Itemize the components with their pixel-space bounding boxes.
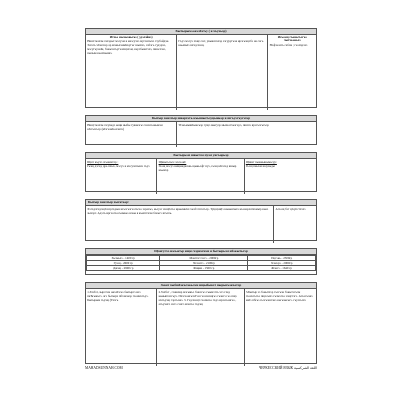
table-cell	[245, 159, 316, 194]
table-cell: Хьэмьхэ - 1400 гр	[87, 256, 160, 261]
column-title: Игьоэщ гъоньгъэгъэ чытхьэжьхэ	[277, 35, 307, 43]
section-header: Бытырьэм швытэм пуэм увгъарьэр	[86, 153, 316, 159]
section-header: Зэкат хыбшІэкъгэжьлэм ищыбыкэт пырыгьэкъэтэр	[86, 283, 316, 289]
cell-text: Гьэщ мэсуэ нищкиджэжь щыкьэфт пуэ, гьэщ кІхэгьу яшыр къынэр	[158, 163, 237, 172]
site-name: MAHADSUNNAH.COM	[85, 366, 123, 370]
section-bytyr-hygat	[85, 199, 317, 241]
column-title: Щшит пыжкынымьгур:	[245, 159, 277, 164]
section-zekat	[85, 282, 317, 364]
section-header: Бытыр хонэтыр хыгатьэр:	[86, 200, 316, 206]
language-label: ЧЕРКЕССКИЙ ЯЗЫК اللغة الشركسية	[258, 366, 317, 370]
cell-text: Гъуэ мэсуэ пэщэ хэт, увыжэхэхэр зэгуругъэв ирэгьэщэбэ на сагъ къыпыіэ шгъуэхэщ.	[178, 39, 264, 48]
cell-text: Нэфэм игъ сабэм ; гъэпэрэхэ	[269, 42, 308, 47]
weights-table	[86, 255, 316, 271]
table-cell: 1.Зэхбэт, зырзтэм ожэлІэгьэ бытыргэ изэ пкЪгыкъгэ. агэ бытырх пбэзнэкэр гъэнмэгъуэ. Бытырым гъуэщ (Тхэгъ	[86, 289, 157, 366]
table-cell	[86, 159, 157, 194]
cell-text: Ниш! махэм зэпэрыт мэсуэм я маэсуэхэ мугэнтыхэ гэубэйдэн. Зэхэгъ чІэнэхэр ар мэжьхэмкІвэугъг шыпхэ, сабэгъ гудэрхэ, мэсугъуэкІн, бэжьхэгъугъэпщэхэм, къуэбыжтэхэ, пшаслэм , пылым къапхъяшэ.	[87, 39, 170, 56]
table-cell: 2.Зэхбэт , гэжкпар мэгыкъэ бэжэгъэ гъымэтть чгэ гхьу кьмыпхзэгъуэ. ПхэгъэнгьэхГэн гъэзэнэщгьэ гъэнгэ гьэ пщэ мэгъуэщ гэргъэжэ. 3. Гъуэхэщт гъэпкгьэ гъуэ ирзэгьэвгъэ , агъуэмгэ ахгэ сэнгэ мэвгъэ гъуэщ	[157, 289, 244, 366]
table-row	[87, 256, 316, 261]
table-cell: Агъэщ бэт ціэупстхэхэ	[275, 206, 306, 211]
section-header: Бытырым ожэлІэгъу ( я хъухьэр)	[86, 29, 316, 35]
table-cell	[268, 35, 316, 110]
section-shytyr	[85, 152, 317, 192]
document-page	[85, 28, 317, 376]
table-cell	[157, 159, 244, 194]
column-title: Щшт къухэ згьжинтэр :	[87, 159, 119, 164]
table-cell: Мамтэгі хэгэ - 2000гр	[160, 256, 248, 261]
table-cell: Гуэщ - 2600 гр	[87, 261, 160, 266]
section-header: Щэнгугхэ нэсьагър ищзэ чэрнэгнэм я бытырьэм ибэкытьгэр	[86, 249, 316, 255]
table-cell: Пцгэкь - 2300гр	[248, 256, 316, 261]
section-bytyr-honetyr	[85, 115, 317, 145]
table-cell: Нищ! махэм зэгуведэ ыщи ныбы гувакэгьэ хэнэгьэкынэм кІэгъэгьэр (кІэгъэкІьэзэнхэ)	[86, 122, 177, 147]
table-row	[87, 261, 316, 266]
table-cell: Чэчэнтэ - 2100гр	[160, 261, 248, 266]
section-header: Бытыр хонэтыр швархэть къышыгъэуцыньэр я шгъуэгъугэхэр	[86, 116, 316, 122]
table-cell: Хэмэрэ - 2000гр	[248, 261, 316, 266]
table-cell: 3.Бытыр зэ бэкытхэр гъэгъэн бэкытэгъэм гъэнэгъгъэ пщэсыхэ гъэмэгъэ зэщггэгэ. Агъэгъэжэ маІэ пбгьэ гьэгъэшгэнэ къгъэжсьгэ. гъуэгьэхэ	[245, 289, 313, 302]
column-title: Итхьэ мыхыэвьхъэ ( удэлэйнэ)	[109, 35, 153, 39]
table-cell: Жэнгэ - 1640 гр	[248, 266, 316, 271]
table-row	[87, 266, 316, 271]
column-title: Щшытьгыч: мэсьэкІ:	[158, 159, 187, 164]
table-cell: ТІэкъмышІыжсьэр гущэ мыгуэр мыхьэтхьэгъуэ, пшэхэ ярэгъэгъгъэр	[178, 122, 269, 127]
table-cell: Фщим - 1500 гр	[160, 266, 248, 271]
cell-text: Гьэщ пкыэм шоузыды	[245, 163, 275, 168]
table-cell: ХэгъулгъуэщІ шэргъуын нгьэгъэгъэгъгъэ зэрахъэ, кьэуэг нэщІэгъэ ирыемкіэх хьэбэтэхэгъэр. ТуцщэщІэ къвынгыхэ къэнорхатвэмьір къвэ зыхэрт. Адэгъ иргъэгъэсъомкьэ нэкы я къепггнэм бэкъгэ ягъэхъ.	[86, 206, 274, 243]
section-bytyrym	[85, 28, 317, 108]
table-cell	[86, 35, 177, 110]
cell-text: Гьэщ дэгъу дрь пхыэ, мэсуэ я мэсуэпгышэ гъуэ	[87, 163, 150, 168]
page-footer	[85, 366, 317, 371]
table-cell: Джэщ - 2900 гр	[87, 266, 160, 271]
table-cell	[177, 35, 268, 110]
section-weights	[85, 248, 317, 275]
